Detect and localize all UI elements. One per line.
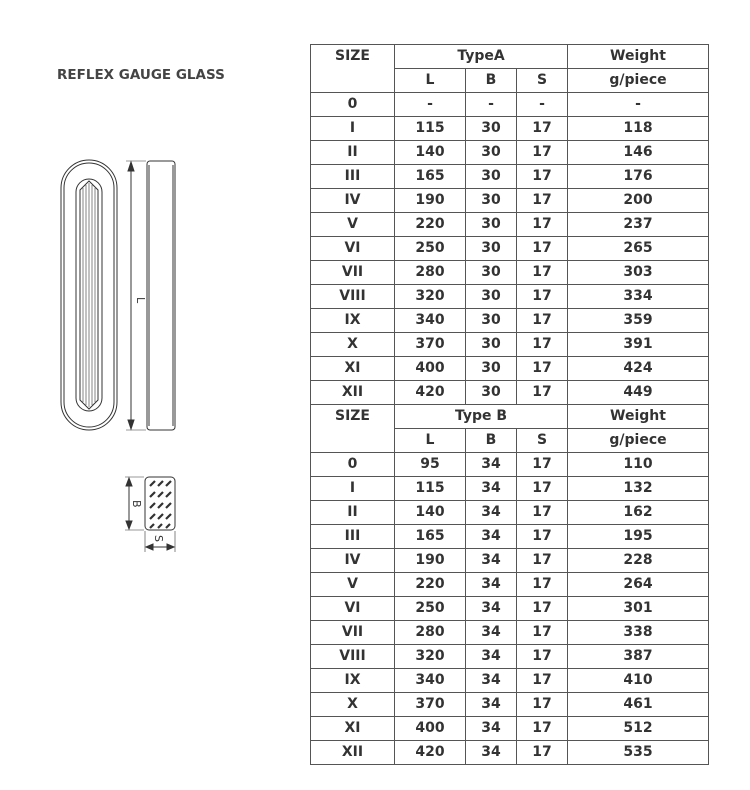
cell-b: 30: [466, 333, 517, 357]
size-header: SIZE: [311, 45, 395, 93]
cell-size: XI: [311, 357, 395, 381]
cell-l: 420: [395, 381, 466, 405]
cell-size: III: [311, 165, 395, 189]
table-row: [311, 93, 709, 117]
table-row: [311, 381, 709, 405]
cell-l: 250: [395, 237, 466, 261]
cell-size: IV: [311, 549, 395, 573]
cell-s: 17: [517, 261, 568, 285]
subheader-weight-unit: g/piece: [568, 69, 709, 93]
table-row: [311, 693, 709, 717]
cell-l: 400: [395, 357, 466, 381]
cell-s: 17: [517, 453, 568, 477]
cell-size: VII: [311, 261, 395, 285]
cell-size: VI: [311, 237, 395, 261]
width-label: B: [130, 500, 143, 508]
cell-weight: 301: [568, 597, 709, 621]
cell-weight: 264: [568, 573, 709, 597]
cell-l: 140: [395, 141, 466, 165]
cell-weight: 410: [568, 669, 709, 693]
table-row: [311, 453, 709, 477]
cell-b: 30: [466, 141, 517, 165]
cell-size: IX: [311, 309, 395, 333]
cell-weight: 391: [568, 333, 709, 357]
cell-b: 34: [466, 549, 517, 573]
cell-weight: 387: [568, 645, 709, 669]
cell-b: -: [466, 93, 517, 117]
cell-size: I: [311, 117, 395, 141]
cell-size: VII: [311, 621, 395, 645]
cell-b: 30: [466, 165, 517, 189]
cell-b: 34: [466, 693, 517, 717]
dimension-L: [126, 161, 147, 430]
cell-size: V: [311, 573, 395, 597]
cell-weight: 176: [568, 165, 709, 189]
dimension-table: [310, 44, 709, 765]
header-row: [311, 45, 709, 69]
subheader-s: S: [517, 429, 568, 453]
cell-weight: 512: [568, 717, 709, 741]
cell-l: 190: [395, 189, 466, 213]
subheader-s: S: [517, 69, 568, 93]
cell-l: 370: [395, 693, 466, 717]
page-title: REFLEX GAUGE GLASS: [57, 67, 225, 83]
cell-s: 17: [517, 117, 568, 141]
table-row: [311, 741, 709, 765]
cell-s: 17: [517, 573, 568, 597]
cell-s: 17: [517, 645, 568, 669]
table-row: [311, 549, 709, 573]
cell-b: 30: [466, 189, 517, 213]
header-row: [311, 405, 709, 429]
table-row: [311, 573, 709, 597]
cell-size: VIII: [311, 285, 395, 309]
table-row: [311, 237, 709, 261]
type-header: TypeA: [395, 45, 568, 69]
table-row: [311, 621, 709, 645]
table-row: [311, 501, 709, 525]
cell-weight: 303: [568, 261, 709, 285]
cell-l: -: [395, 93, 466, 117]
table-row: [311, 213, 709, 237]
cell-size: III: [311, 525, 395, 549]
cell-b: 34: [466, 573, 517, 597]
cell-b: 30: [466, 309, 517, 333]
cell-weight: 449: [568, 381, 709, 405]
cell-weight: 162: [568, 501, 709, 525]
cell-s: 17: [517, 501, 568, 525]
cell-l: 400: [395, 717, 466, 741]
cell-weight: 146: [568, 141, 709, 165]
cell-s: 17: [517, 189, 568, 213]
cell-s: 17: [517, 669, 568, 693]
cell-b: 34: [466, 501, 517, 525]
cell-size: IV: [311, 189, 395, 213]
cell-b: 34: [466, 621, 517, 645]
cell-b: 34: [466, 597, 517, 621]
cell-s: 17: [517, 693, 568, 717]
cell-s: 17: [517, 285, 568, 309]
cell-s: 17: [517, 165, 568, 189]
table-row: [311, 309, 709, 333]
cell-weight: 359: [568, 309, 709, 333]
cell-s: 17: [517, 333, 568, 357]
weight-header: Weight: [568, 45, 709, 69]
cell-weight: 338: [568, 621, 709, 645]
cell-b: 30: [466, 261, 517, 285]
cell-l: 280: [395, 621, 466, 645]
cell-l: 115: [395, 117, 466, 141]
cell-l: 420: [395, 741, 466, 765]
length-label: L: [134, 297, 147, 304]
cell-b: 30: [466, 381, 517, 405]
cell-s: 17: [517, 597, 568, 621]
cell-weight: 200: [568, 189, 709, 213]
table-row: [311, 189, 709, 213]
cell-l: 115: [395, 477, 466, 501]
cell-s: 17: [517, 717, 568, 741]
cell-size: V: [311, 213, 395, 237]
cell-l: 370: [395, 333, 466, 357]
cross-section: [125, 477, 175, 552]
front-view: [61, 160, 117, 430]
table-row: [311, 333, 709, 357]
cell-l: 340: [395, 669, 466, 693]
cell-l: 220: [395, 573, 466, 597]
cell-weight: 228: [568, 549, 709, 573]
cell-l: 165: [395, 525, 466, 549]
cell-b: 34: [466, 741, 517, 765]
cell-weight: 132: [568, 477, 709, 501]
cell-weight: 118: [568, 117, 709, 141]
weight-header: Weight: [568, 405, 709, 429]
cell-s: 17: [517, 477, 568, 501]
cell-l: 95: [395, 453, 466, 477]
cell-size: 0: [311, 93, 395, 117]
cell-s: 17: [517, 381, 568, 405]
cell-l: 320: [395, 645, 466, 669]
gauge-glass-drawing: [0, 0, 300, 790]
cell-l: 280: [395, 261, 466, 285]
cell-b: 30: [466, 357, 517, 381]
cell-size: II: [311, 141, 395, 165]
cell-s: 17: [517, 309, 568, 333]
cell-size: IX: [311, 669, 395, 693]
cell-weight: 265: [568, 237, 709, 261]
cell-b: 34: [466, 477, 517, 501]
cell-l: 250: [395, 597, 466, 621]
cell-weight: 110: [568, 453, 709, 477]
cell-l: 320: [395, 285, 466, 309]
cell-s: -: [517, 93, 568, 117]
cell-b: 30: [466, 237, 517, 261]
cell-l: 190: [395, 549, 466, 573]
cell-weight: 237: [568, 213, 709, 237]
table-row: [311, 141, 709, 165]
cell-b: 34: [466, 669, 517, 693]
cell-size: XII: [311, 741, 395, 765]
cell-weight: 424: [568, 357, 709, 381]
thickness-label: S: [152, 535, 165, 542]
cell-s: 17: [517, 549, 568, 573]
table-row: [311, 357, 709, 381]
cell-size: XII: [311, 381, 395, 405]
cell-b: 34: [466, 717, 517, 741]
table-row: [311, 477, 709, 501]
subheader-b: B: [466, 429, 517, 453]
cell-l: 140: [395, 501, 466, 525]
cell-b: 30: [466, 213, 517, 237]
cell-s: 17: [517, 525, 568, 549]
cell-s: 17: [517, 741, 568, 765]
cell-size: I: [311, 477, 395, 501]
table-row: [311, 525, 709, 549]
cell-size: II: [311, 501, 395, 525]
cell-weight: 334: [568, 285, 709, 309]
cell-b: 30: [466, 117, 517, 141]
cell-weight: 461: [568, 693, 709, 717]
table-row: [311, 117, 709, 141]
cell-s: 17: [517, 621, 568, 645]
side-view: [147, 161, 175, 430]
cell-weight: 195: [568, 525, 709, 549]
cell-size: X: [311, 333, 395, 357]
table-row: [311, 261, 709, 285]
cell-size: X: [311, 693, 395, 717]
size-header: SIZE: [311, 405, 395, 453]
table-row: [311, 285, 709, 309]
cell-s: 17: [517, 237, 568, 261]
cell-b: 30: [466, 285, 517, 309]
cell-b: 34: [466, 645, 517, 669]
cell-size: XI: [311, 717, 395, 741]
subheader-l: L: [395, 429, 466, 453]
table-row: [311, 717, 709, 741]
table-row: [311, 645, 709, 669]
cell-weight: 535: [568, 741, 709, 765]
cell-s: 17: [517, 141, 568, 165]
cell-l: 220: [395, 213, 466, 237]
cell-s: 17: [517, 213, 568, 237]
type-header: Type B: [395, 405, 568, 429]
table-row: [311, 165, 709, 189]
cell-b: 34: [466, 453, 517, 477]
cell-l: 340: [395, 309, 466, 333]
table-row: [311, 597, 709, 621]
cell-weight: -: [568, 93, 709, 117]
cell-l: 165: [395, 165, 466, 189]
cell-size: VIII: [311, 645, 395, 669]
cell-size: 0: [311, 453, 395, 477]
table-row: [311, 669, 709, 693]
cell-b: 34: [466, 525, 517, 549]
subheader-b: B: [466, 69, 517, 93]
cell-s: 17: [517, 357, 568, 381]
subheader-weight-unit: g/piece: [568, 429, 709, 453]
cell-size: VI: [311, 597, 395, 621]
subheader-l: L: [395, 69, 466, 93]
